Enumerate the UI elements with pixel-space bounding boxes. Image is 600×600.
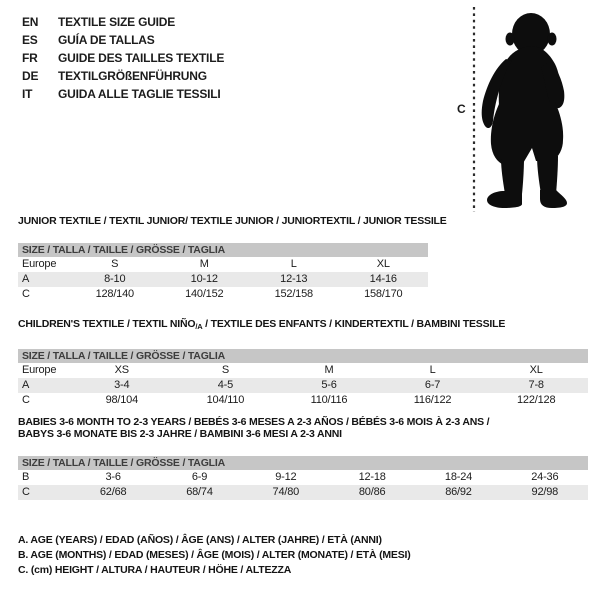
row-label: C [22, 486, 30, 498]
table-row [18, 287, 428, 302]
height-marker-label: C [457, 102, 466, 116]
size-value: XL [376, 258, 390, 270]
size-value: M [199, 258, 209, 270]
language-title: TEXTILGRÖßENFÜHRUNG [58, 69, 207, 83]
language-title: GUIDE DES TAILLES TEXTILE [58, 51, 225, 65]
size-value: 128/140 [95, 288, 134, 300]
size-value: S [111, 258, 119, 270]
size-value: 116/122 [413, 394, 452, 406]
row-label: C [22, 394, 30, 406]
row-label: A [22, 273, 30, 285]
size-value: M [324, 364, 334, 376]
language-code: DE [22, 69, 39, 83]
section-children [18, 318, 588, 408]
size-value: 74/80 [272, 486, 300, 498]
size-value: 24-36 [531, 471, 559, 483]
size-value: 5-6 [321, 379, 337, 391]
size-header-bar [18, 349, 588, 363]
size-value: 3-6 [105, 471, 121, 483]
row-label: A [22, 379, 30, 391]
section-title: JUNIOR TEXTILE / TEXTIL JUNIOR/ TEXTILE JUNIOR / JUNIORTEXTIL / JUNIOR TESSILE [18, 215, 447, 227]
title-subscript: /A [195, 322, 203, 331]
size-value: 104/110 [206, 394, 245, 406]
size-value: 3-4 [114, 379, 130, 391]
baby-silhouette-icon [478, 6, 570, 211]
measure-dashed-line-icon [472, 7, 476, 212]
row-label: B [22, 471, 30, 483]
size-value: 158/170 [364, 288, 403, 300]
language-list [22, 13, 224, 103]
language-code: ES [22, 33, 38, 47]
table-row [18, 470, 588, 485]
size-table-babies [18, 456, 588, 500]
size-value: S [221, 364, 229, 376]
size-header-label: SIZE / TALLA / TAILLE / GRÖSSE / TAGLIA [18, 349, 588, 363]
size-value: 9-12 [275, 471, 297, 483]
table-row [18, 378, 588, 393]
size-value: XS [114, 364, 129, 376]
language-code: IT [22, 87, 33, 101]
size-value: 62/68 [99, 486, 127, 498]
footnote-line-a: A. AGE (YEARS) / EDAD (AÑOS) / ÂGE (ANS) / ALTER (JAHRE) / ETÀ (ANNI) [18, 534, 382, 546]
language-title: GUIDA ALLE TAGLIE TESSILI [58, 87, 221, 101]
size-value: 12-13 [280, 273, 308, 285]
section-title: CHILDREN'S TEXTILE / TEXTIL $NIÑO_{/A}$ / TEXTILE DES ENFANTS / KINDERTEXTIL / BAMBINI TESSILE [18, 318, 506, 331]
language-row-en [22, 13, 224, 31]
size-value: 140/152 [185, 288, 224, 300]
section-junior [18, 215, 447, 302]
row-label: Europe [22, 258, 57, 270]
language-code: EN [22, 15, 39, 29]
size-figure [450, 0, 600, 215]
size-value: 92/98 [531, 486, 559, 498]
size-header-label: SIZE / TALLA / TAILLE / GRÖSSE / TAGLIA [18, 243, 428, 257]
language-row-es [22, 31, 224, 49]
size-value: XL [529, 364, 543, 376]
size-value: 14-16 [369, 273, 397, 285]
table-row [18, 363, 588, 378]
language-row-fr [22, 49, 224, 67]
language-title: TEXTILE SIZE GUIDE [58, 15, 176, 29]
size-value: 68/74 [186, 486, 213, 498]
size-value: L [290, 258, 297, 270]
size-table-children [18, 349, 588, 408]
size-value: 7-8 [528, 379, 544, 391]
table-row [18, 485, 588, 500]
section-babies [18, 416, 588, 500]
size-value: 110/116 [310, 394, 348, 406]
size-value: 122/128 [517, 394, 556, 406]
size-value: 86/92 [445, 486, 472, 498]
language-row-it [22, 85, 224, 103]
size-header-bar [18, 456, 588, 470]
footnote-line-c: C. (cm) HEIGHT / ALTURA / HAUTEUR / HÖHE / ALTEZZA [18, 564, 292, 576]
language-code: FR [22, 51, 38, 65]
section-title: BABIES 3-6 MONTH TO 2-3 YEARS / BEBÉS 3-6 MESES A 2-3 AÑOS / BÉBÉS 3-6 MOIS À 2-3 ANS / BABYS 3-6 MONATE BIS 2-3 JAHRE / BAMBINI 3-6 MESI A 2-3 ANNI [18, 416, 490, 440]
table-row [18, 393, 588, 408]
size-value: 12-18 [358, 471, 386, 483]
row-label: Europe [22, 364, 57, 376]
size-header-bar [18, 243, 428, 257]
size-value: 6-9 [191, 471, 208, 483]
row-label: C [22, 288, 30, 300]
footnotes [18, 533, 411, 578]
size-value: 18-24 [444, 471, 473, 483]
size-header-label: SIZE / TALLA / TAILLE / GRÖSSE / TAGLIA [18, 456, 588, 470]
size-value: 4-5 [217, 379, 234, 391]
size-value: 80/86 [358, 486, 386, 498]
size-value: 10-12 [190, 273, 218, 285]
size-value: 152/158 [274, 288, 313, 300]
size-value: 98/104 [105, 394, 139, 406]
table-row [18, 257, 428, 272]
table-row [18, 272, 428, 287]
language-title: GUÍA DE TALLAS [58, 33, 155, 47]
size-value: 6-7 [424, 379, 441, 391]
footnote-line-b: B. AGE (MONTHS) / EDAD (MESES) / ÂGE (MOIS) / ALTER (MONATE) / ETÀ (MESI) [18, 549, 411, 561]
language-row-de [22, 67, 224, 85]
size-value: 8-10 [104, 273, 126, 285]
size-value: L [429, 364, 436, 376]
size-table-junior [18, 243, 428, 302]
